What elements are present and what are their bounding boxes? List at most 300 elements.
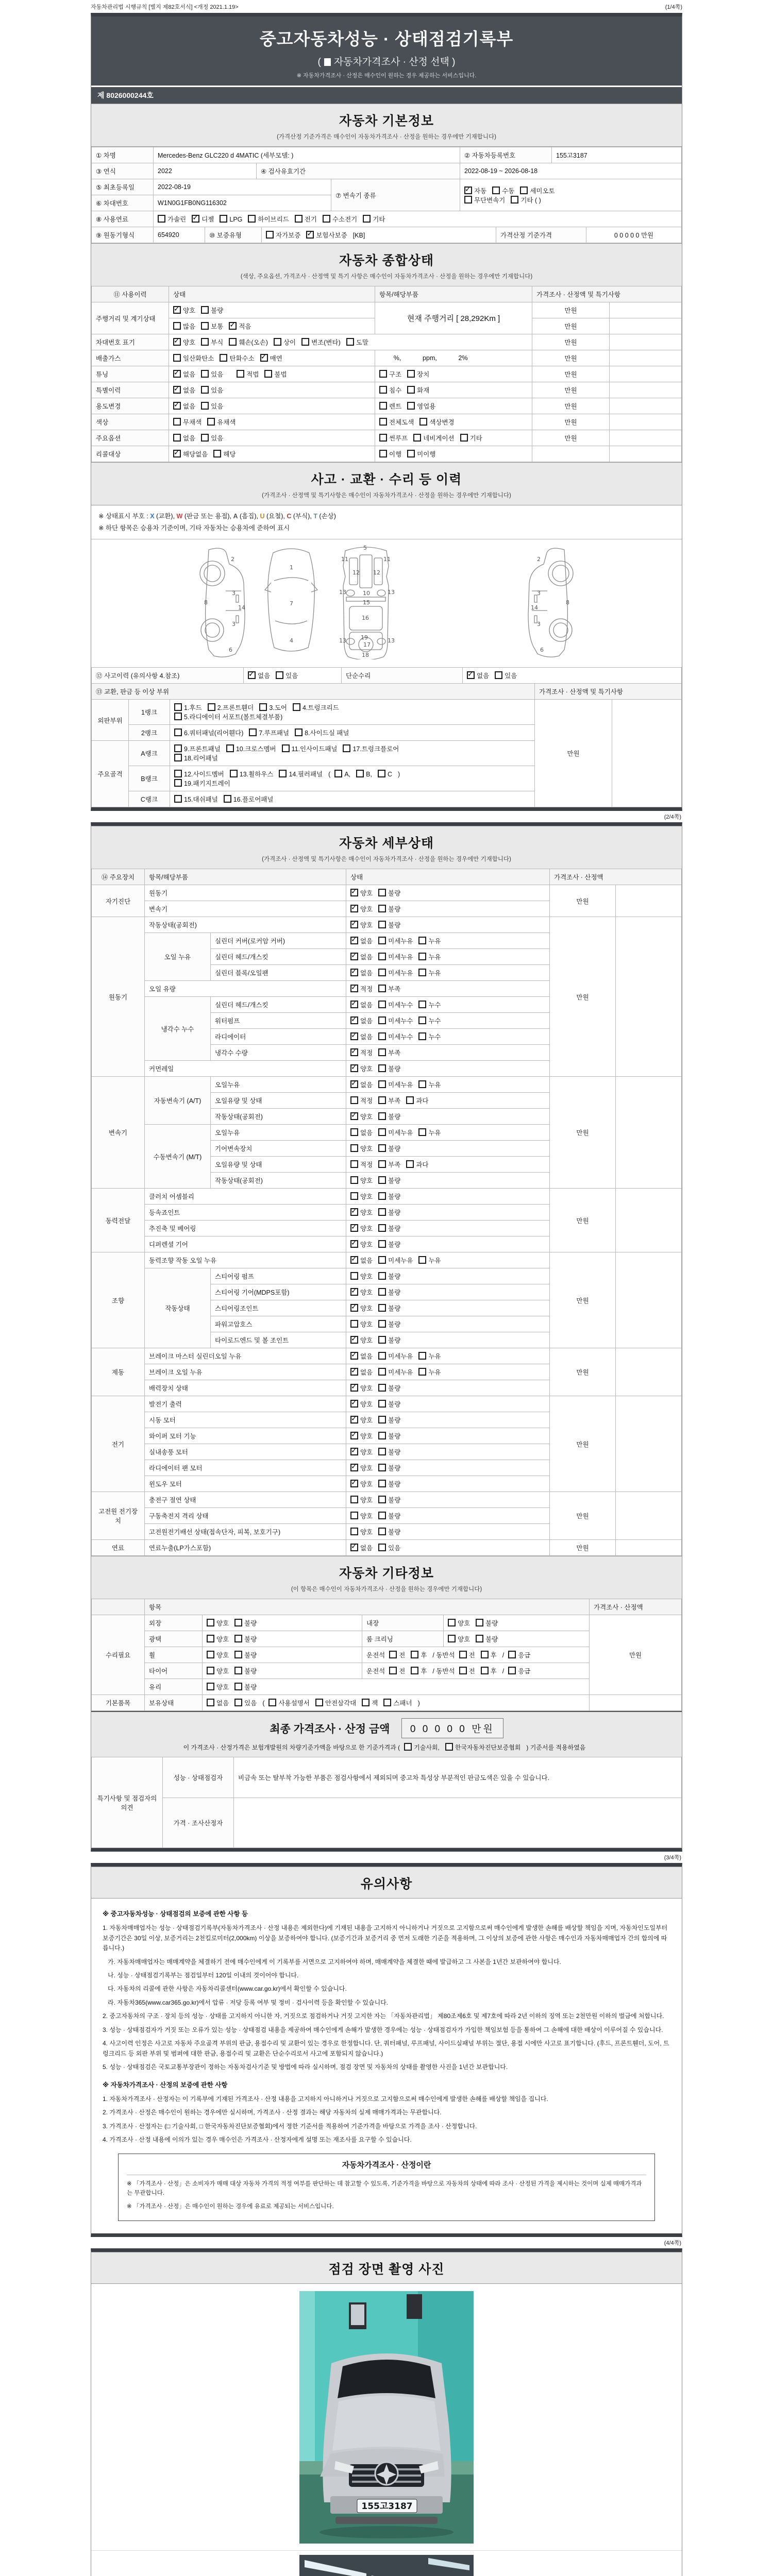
svg-text:1: 1 [290, 564, 293, 571]
subgroup-label: 자동변속기 (A/T) [145, 1077, 211, 1125]
row-label: ⑧ 사용연료 [92, 211, 154, 227]
inline-text: ) [417, 1700, 420, 1707]
checkbox-label: 불량 [388, 1321, 401, 1328]
table-row [92, 1348, 682, 1364]
checkbox-item [173, 417, 201, 427]
unchecked-checkbox-icon [158, 215, 165, 223]
unchecked-checkbox-icon [460, 434, 468, 442]
state-checks [346, 1221, 550, 1236]
checkbox-label: 후 [490, 1668, 497, 1675]
checkbox-label: 있음 [211, 403, 224, 410]
checkbox-item [378, 1128, 413, 1137]
unchecked-checkbox-icon [378, 1048, 386, 1056]
checked-checkbox-icon [350, 1432, 358, 1439]
photo-area [91, 2284, 682, 2576]
section-accident-history [91, 462, 682, 505]
checked-checkbox-icon [350, 1048, 358, 1056]
checkbox-item [464, 195, 505, 205]
checkbox-label: 전 [468, 1668, 475, 1675]
state-checks [346, 1141, 550, 1157]
price-cell: 만원 [532, 334, 610, 350]
checkbox-label: 양호 [360, 922, 373, 929]
checkbox-item [407, 385, 429, 395]
checkbox-item [230, 769, 274, 778]
state-checks [203, 1615, 362, 1631]
unchecked-checkbox-icon [350, 1528, 358, 1535]
unchecked-checkbox-icon [207, 1635, 214, 1642]
checkbox-item [418, 936, 441, 945]
item-label: 라디에이터 [211, 1029, 346, 1045]
row-label: ⑤ 최초등록일 [92, 179, 154, 195]
table-row [92, 414, 682, 430]
rank-label: A랭크 [129, 741, 170, 766]
group-label: 고전원 전기장치 [92, 1492, 145, 1540]
page-4 [91, 2248, 682, 2576]
row-label: 보유상태 [145, 1695, 203, 1711]
unchecked-checkbox-icon [445, 1743, 453, 1751]
checkbox-label: 7.루프패널 [259, 730, 290, 737]
front-photo-row [91, 2287, 682, 2551]
price-cell: 만원 [532, 414, 610, 430]
item-label: 윈도우 모터 [145, 1476, 346, 1492]
final-price-amount: 0 0 0 0 0 만원 [401, 1718, 503, 1738]
checkbox-label: 불량 [388, 1305, 401, 1312]
price-cell: 만원 [550, 1540, 616, 1556]
checkbox-item [350, 1527, 373, 1536]
state-checks [346, 1332, 550, 1348]
checkbox-label: 도말 [356, 339, 368, 346]
final-price-label: 최종 가격조사 · 산정 금액 [270, 1723, 390, 1735]
svg-text:12: 12 [352, 569, 360, 576]
state-checks [346, 997, 550, 1013]
state-checks [375, 414, 532, 430]
unchecked-checkbox-icon [378, 969, 386, 976]
checkbox-item [407, 369, 429, 379]
panel-checks [170, 766, 535, 791]
row-label: 특별이력 [92, 382, 169, 398]
checkbox-label: 구조 [389, 371, 402, 378]
unchecked-checkbox-icon [508, 1651, 516, 1658]
unchecked-checkbox-icon [378, 985, 386, 992]
unchecked-checkbox-icon [350, 1096, 358, 1104]
checkbox-label: 부족 [388, 1097, 401, 1105]
unchecked-checkbox-icon [418, 969, 426, 976]
unchecked-checkbox-icon [350, 1496, 358, 1503]
unchecked-checkbox-icon [264, 370, 272, 378]
transmission-type-checks [460, 179, 682, 211]
state-checks [169, 350, 375, 366]
price-cell: 만원 [550, 1492, 616, 1540]
checked-checkbox-icon [350, 1480, 358, 1487]
item-label: 브레이크 마스터 실린더오일 누유 [145, 1348, 346, 1364]
checked-checkbox-icon [260, 354, 268, 362]
checkbox-label: 없음 [183, 387, 196, 394]
checkbox-label: 18.리어패널 [184, 755, 218, 762]
checked-checkbox-icon [350, 905, 358, 912]
unchecked-checkbox-icon [173, 434, 181, 442]
item-label: 스티어링 펌프 [211, 1268, 346, 1284]
checkbox-item [378, 1431, 400, 1440]
price-cell: 만원 [532, 382, 610, 398]
select-checkbox-icon [324, 58, 331, 66]
unchecked-checkbox-icon [234, 1619, 242, 1626]
checkbox-label: 불량 [388, 1337, 401, 1344]
unchecked-checkbox-icon [220, 215, 227, 223]
title-block [91, 16, 682, 86]
checkbox-item [379, 433, 408, 443]
caution-a-list [103, 1923, 670, 2072]
checkbox-item [378, 1383, 400, 1393]
unchecked-checkbox-icon [248, 215, 256, 223]
checked-checkbox-icon [173, 386, 181, 394]
state-checks [203, 1631, 362, 1647]
unchecked-checkbox-icon [208, 703, 215, 711]
caution-paragraph: 2. 중고자동차의 구조 · 장치 등의 성능 · 상태를 고지하지 아니한 자, 거짓으로 점검하거나 거짓 고지한 자는 「자동차관리법」 제80조제6호 및 제7호에 따라 2년 이하의 징역 또는 2천만원 이하의 벌금에 처합니다. [103, 2012, 664, 2020]
panel-checks [170, 791, 535, 807]
legend-line: ※ 상태표시 부호 : X (교환), W (판금 또는 용접), A (흠집), U (요철), C (부식), T (손상) [98, 513, 336, 520]
final-price-band [91, 1711, 682, 1757]
checkbox-item [378, 984, 400, 993]
table-row [92, 1615, 682, 1631]
checkbox-item [207, 1650, 229, 1659]
checkbox-item [295, 728, 349, 737]
caution-a-title: ※ 중고자동차성능 · 상태점검의 보증에 관한 사항 등 [103, 1910, 248, 1918]
checkbox-item [413, 433, 454, 443]
page-1 [91, 13, 682, 811]
checkbox-item [295, 214, 317, 224]
checkbox-item [350, 1415, 373, 1425]
item-label: 고전원전기배선 상태(접속단자, 피복, 보호기구) [145, 1524, 346, 1540]
checkbox-label: 양호 [360, 1465, 373, 1472]
row-label: 가격산정 기준가격 [496, 227, 586, 243]
unchecked-checkbox-icon [350, 1128, 358, 1136]
price-survey-definition-box [118, 2154, 655, 2221]
checked-checkbox-icon [350, 1544, 358, 1551]
price-cell: 만원 [532, 398, 610, 414]
unchecked-checkbox-icon [334, 770, 342, 777]
checkbox-label: 양호 [216, 1652, 229, 1659]
unchecked-checkbox-icon [350, 1176, 358, 1184]
checkbox-item [201, 369, 223, 379]
checkbox-item [266, 230, 300, 240]
group-label: 기본품목 [92, 1695, 145, 1711]
checkbox-label: 수동 [502, 187, 515, 195]
inline-text: 운전석 [366, 1668, 385, 1675]
checkbox-item [378, 904, 400, 913]
checkbox-item [173, 353, 214, 363]
checkbox-item [274, 337, 296, 347]
checkbox-item [411, 1666, 427, 1675]
price-cell: 만원 [535, 700, 612, 807]
checkbox-label: 없음 [360, 970, 373, 977]
inline-text: ) [397, 771, 400, 778]
state-checks [169, 398, 375, 414]
state-checks [244, 668, 342, 684]
checkbox-label: 15.대쉬패널 [184, 796, 218, 803]
unchecked-checkbox-icon [378, 1064, 386, 1072]
checkbox-item [378, 1415, 400, 1425]
checkbox-label: 양호 [360, 1273, 373, 1280]
item-label: 커먼레일 [145, 1061, 346, 1077]
unchecked-checkbox-icon [418, 1352, 426, 1360]
checkbox-label: 적정 [360, 1161, 373, 1168]
unchecked-checkbox-icon [234, 1635, 242, 1642]
group-label: 연료 [92, 1540, 145, 1556]
state-checks [346, 1524, 550, 1540]
rank-label: C랭크 [129, 791, 170, 807]
panel-checks [170, 725, 535, 741]
state-checks [346, 1077, 550, 1093]
inspector-opinion: 비금속 또는 탈부착 가능한 부품은 점검사항에서 제외되며 중고차 특성상 부분적인 판금도색은 있을 수 있습니다. [234, 1757, 682, 1798]
checkbox-label: 누유 [428, 954, 441, 961]
checkbox-label: 양호 [360, 1305, 373, 1312]
unchecked-checkbox-icon [378, 1480, 386, 1487]
checkbox-item [201, 321, 223, 331]
checkbox-label: 과다 [416, 1097, 429, 1105]
checkbox-item [350, 1463, 373, 1472]
checkbox-label: 있음 [211, 387, 224, 394]
checkbox-item [207, 417, 236, 427]
unchecked-checkbox-icon [413, 434, 421, 442]
unchecked-checkbox-icon [301, 338, 309, 346]
checkbox-label: 매연 [270, 355, 282, 362]
basic-info-row-2 [91, 163, 682, 179]
checkbox-item [350, 1048, 373, 1057]
checkbox-item [378, 1224, 400, 1233]
checkbox-label: 없음 [183, 403, 196, 410]
opinion-table [91, 1757, 682, 1848]
item-label: 타이로드엔드 및 볼 조인트 [211, 1332, 346, 1348]
checkbox-item [279, 769, 323, 778]
checked-checkbox-icon [173, 450, 181, 457]
checkbox-label: 렌트 [389, 403, 402, 410]
checkbox-item [350, 1351, 373, 1361]
table-row [92, 700, 682, 725]
svg-text:6: 6 [540, 647, 544, 653]
checkbox-item [378, 1479, 400, 1488]
state-checks [346, 1157, 550, 1173]
checkbox-label: 16.플로어패널 [233, 796, 274, 803]
checkbox-label: 응급 [518, 1668, 531, 1675]
legend-note: ※ 하단 항목은 승용차 기준이며, 기타 자동차는 승용차에 준하여 표시 [98, 524, 290, 532]
state-checks [169, 366, 375, 382]
unchecked-checkbox-icon [378, 921, 386, 928]
checkbox-label: 한국자동차진단보증협회 [455, 1744, 521, 1751]
checkbox-item [448, 1618, 470, 1628]
checkbox-label: 양호 [360, 1113, 373, 1121]
unchecked-checkbox-icon [419, 418, 427, 426]
item-label: 시동 모터 [145, 1412, 346, 1428]
state-checks [346, 917, 550, 933]
item-label: 등속죠인트 [145, 1205, 346, 1221]
svg-text:10: 10 [363, 590, 370, 597]
section-title: 자동차 종합상태 [339, 253, 434, 268]
checkbox-label: 있음 [285, 672, 298, 680]
state-checks [346, 1173, 550, 1189]
subgroup-label: 작동상태 [145, 1268, 211, 1348]
checkbox-label: 없음 [183, 371, 196, 378]
checkbox-item [323, 214, 357, 224]
page-indicator-4: (4/4쪽) [664, 2240, 681, 2246]
checkbox-item [378, 1543, 400, 1552]
car-diagram-svg [103, 544, 670, 659]
unchecked-checkbox-icon [378, 1432, 386, 1439]
svg-text:3: 3 [537, 590, 541, 597]
checkbox-item [378, 1272, 400, 1281]
checkbox-label: 미세누수 [388, 1033, 413, 1041]
item-label: 냉각수 수량 [211, 1045, 346, 1061]
caution-body [91, 1899, 682, 2233]
checkbox-label: 불법 [274, 371, 287, 378]
checked-checkbox-icon [350, 1352, 358, 1360]
checkbox-item [378, 1335, 400, 1345]
item-label: 추진축 및 베어링 [145, 1221, 346, 1236]
row-label: 단순수리 [342, 668, 463, 684]
svg-text:8: 8 [566, 599, 569, 606]
row-value: 654920 [154, 227, 205, 243]
checkbox-item [350, 1096, 373, 1105]
state-checks [203, 1647, 362, 1663]
row-label: 용도변경 [92, 398, 169, 414]
checked-checkbox-icon [464, 187, 472, 194]
state-checks [346, 1013, 550, 1029]
item-label: 오일누유 [211, 1125, 346, 1141]
checkbox-label: 9.프론트패널 [184, 745, 221, 753]
checkbox-item [350, 1000, 373, 1009]
checkbox-label: 양호 [360, 1481, 373, 1488]
checkbox-item [481, 1666, 497, 1675]
checkbox-item [379, 385, 401, 395]
checkbox-label: 불량 [244, 1684, 257, 1691]
checkbox-item [234, 1634, 257, 1643]
checkbox-label: 과다 [416, 1161, 429, 1168]
checked-checkbox-icon [350, 953, 358, 960]
checkbox-label: 불량 [388, 1289, 401, 1296]
checkbox-label: 양호 [458, 1636, 470, 1643]
state-checks [346, 901, 550, 917]
state-checks [203, 1679, 590, 1695]
checkbox-item [174, 712, 282, 721]
checkbox-label: 없음 [360, 1018, 373, 1025]
svg-text:13: 13 [339, 637, 346, 644]
checkbox-item [350, 1272, 373, 1281]
unchecked-checkbox-icon [173, 322, 181, 330]
checkbox-item [378, 770, 392, 778]
checkbox-item [174, 753, 218, 762]
row-label: ① 차명 [92, 147, 154, 163]
inline-text: ) 기준서를 적용하였음 [526, 1744, 586, 1751]
checkbox-item [378, 1240, 400, 1249]
row-label: 차대번호 표기 [92, 334, 169, 350]
checkbox-label: 양호 [360, 1385, 373, 1392]
checkbox-item [378, 1256, 413, 1265]
checkbox-item [350, 1032, 373, 1041]
checkbox-item [406, 1160, 428, 1169]
state-checks [346, 1300, 550, 1316]
checkbox-label: 있음 [505, 672, 517, 680]
unchecked-checkbox-icon [378, 1112, 386, 1120]
checkbox-label: 없음 [360, 1353, 373, 1360]
checkbox-label: B, [366, 771, 372, 778]
svg-text:5: 5 [363, 545, 367, 551]
checkbox-item [378, 1495, 400, 1504]
checkbox-label: 잭 [372, 1700, 378, 1707]
checkbox-item [350, 904, 373, 913]
state-checks [375, 382, 532, 398]
unchecked-checkbox-icon [378, 1304, 386, 1312]
caution-paragraph: 3. 가격조사 · 산정자는 (□ 기술사회, □ 한국자동차진단보증협회)에서 정한 기준서를 적용하여 기준가격을 바탕으로 가격을 조사 · 산정합니다. [103, 2122, 477, 2130]
row-value: 155고3187 [552, 147, 682, 163]
checkbox-item [407, 449, 435, 459]
row-label: 휠 [145, 1647, 203, 1663]
unchecked-checkbox-icon [378, 1096, 386, 1104]
document-number: 제 8026000244호 [91, 86, 682, 104]
checkbox-label: A, [344, 771, 351, 778]
checkbox-label: 양호 [360, 1529, 373, 1536]
checked-checkbox-icon [350, 1416, 358, 1423]
checkbox-label: 양호 [360, 906, 373, 913]
checkbox-label: 상이 [283, 339, 296, 346]
checkbox-item [356, 770, 372, 778]
price-cell: 만원 [590, 1615, 682, 1695]
checkbox-label: 양호 [360, 1209, 373, 1216]
item-label: 브레이크 오일 누유 [145, 1364, 346, 1380]
checkbox-item [207, 1698, 229, 1707]
checkbox-label: 장치 [417, 371, 430, 378]
checkbox-item [201, 401, 223, 411]
checkbox-item [411, 1650, 427, 1659]
checkbox-label: 없음 [360, 1002, 373, 1009]
svg-text:3: 3 [232, 621, 236, 628]
checkbox-label: 있음 [211, 371, 224, 378]
price-cell: 만원 [532, 302, 610, 318]
checkbox-item [448, 1634, 470, 1643]
panel-checks [170, 700, 535, 725]
checkbox-item [350, 1431, 373, 1440]
checked-checkbox-icon [173, 370, 181, 378]
checked-checkbox-icon [350, 889, 358, 896]
unchecked-checkbox-icon [378, 1272, 386, 1280]
checkbox-label: 양호 [216, 1620, 229, 1627]
checkbox-label: 불량 [244, 1668, 257, 1675]
caution-paragraph: ※ 「가격조사 · 산정」은 매수인이 원하는 경우에 유료로 제공되는 서비스입니다. [127, 2204, 334, 2210]
checkbox-item [378, 1447, 400, 1456]
caution-paragraph: 나. 성능 · 상태점검기록부는 점검일부터 120일 이내의 것이어야 합니다. [103, 1972, 299, 1979]
inline-text: / 동반석 [432, 1668, 455, 1675]
unchecked-checkbox-icon [350, 1272, 358, 1280]
table-row [92, 1189, 682, 1205]
checkbox-label: 응급 [518, 1652, 531, 1659]
item-label: 실린더 블록/오일팬 [211, 965, 346, 981]
unchecked-checkbox-icon [378, 1176, 386, 1184]
checked-checkbox-icon [350, 1336, 358, 1344]
subgroup-label: 냉각수 누수 [145, 997, 211, 1061]
checkbox-label: 양호 [360, 1337, 373, 1344]
checkbox-item [220, 215, 242, 223]
checked-checkbox-icon [467, 671, 475, 679]
checkbox-label: 불량 [244, 1652, 257, 1659]
checkbox-label: 양호 [360, 1513, 373, 1520]
state-checks [346, 1460, 550, 1476]
item-label: 스티어링 기어(MDPS포함) [211, 1284, 346, 1300]
checkbox-label: 불량 [388, 1065, 401, 1073]
checkbox-label: 누수 [428, 1018, 441, 1025]
unchecked-checkbox-icon [174, 703, 182, 711]
state-checks [346, 1492, 550, 1508]
warranty-type-checks [262, 227, 496, 243]
checkbox-label: 부식 [211, 339, 224, 346]
unchecked-checkbox-icon [237, 370, 244, 378]
